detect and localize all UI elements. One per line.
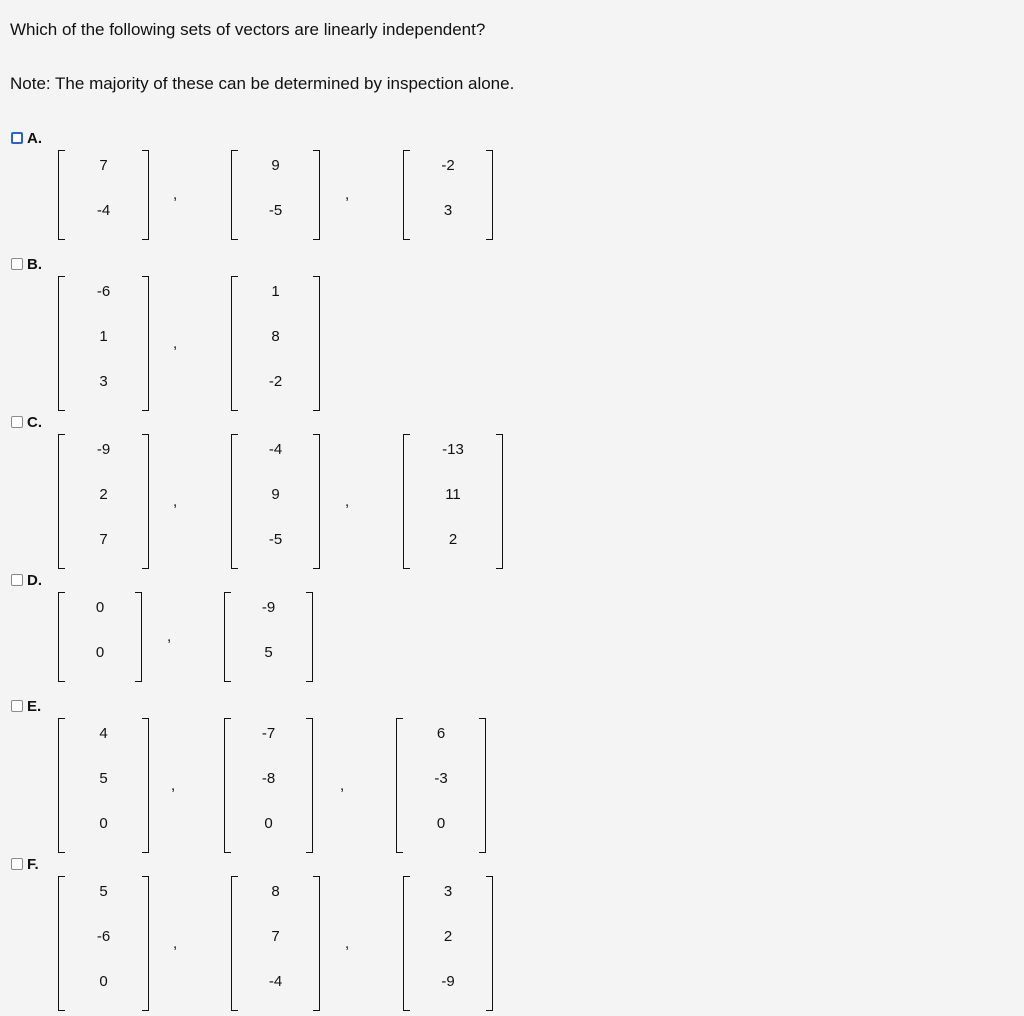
column-vector	[224, 592, 313, 682]
option-letter: B.	[27, 255, 42, 273]
question-text: Which of the following sets of vectors are linearly independent?	[10, 20, 486, 39]
vector-entry: 3	[99, 373, 108, 390]
vector-entry: -5	[268, 531, 283, 548]
vector-entry: -6	[96, 283, 111, 300]
column-vector	[403, 434, 503, 569]
vector-entry: 2	[99, 486, 108, 503]
option-checkbox[interactable]	[11, 700, 23, 712]
vector-entry: 11	[445, 486, 461, 503]
column-vector	[231, 876, 320, 1011]
column-vector	[231, 434, 320, 569]
vector-entry: -7	[261, 725, 276, 742]
vector-separator: ,	[345, 492, 350, 510]
vector-entry: 0	[99, 815, 108, 832]
vector-entry: -2	[268, 373, 283, 390]
vector-separator: ,	[345, 934, 350, 952]
vector-entry: 5	[99, 883, 108, 900]
option-checkbox[interactable]	[11, 858, 23, 870]
vector-entry: -4	[268, 441, 283, 458]
option-header[interactable]	[11, 128, 42, 148]
column-vector	[58, 718, 149, 853]
vector-entry: -9	[261, 599, 276, 616]
vector-entry: 5	[99, 770, 108, 787]
option-letter: C.	[27, 413, 42, 431]
vector-entry: 2	[443, 928, 453, 945]
option-header[interactable]	[11, 570, 42, 590]
vector-separator: ,	[173, 934, 178, 952]
vector-entry: 8	[271, 883, 280, 900]
vector-entry: 0	[95, 599, 105, 616]
column-vector	[224, 718, 313, 853]
vector-entry: -8	[261, 770, 276, 787]
vector-separator: ,	[345, 186, 350, 203]
vector-separator: ,	[173, 492, 178, 510]
vector-entry: -9	[96, 441, 111, 458]
option-letter: A.	[27, 129, 42, 147]
vector-entry: 3	[443, 202, 453, 219]
column-vector	[231, 150, 320, 240]
option-letter: D.	[27, 571, 42, 589]
option-letter: F.	[27, 855, 39, 873]
vector-separator: ,	[173, 186, 178, 203]
vector-entry: 1	[99, 328, 108, 345]
vector-entry: 4	[99, 725, 108, 742]
option-header[interactable]	[11, 854, 39, 874]
option-checkbox[interactable]	[11, 258, 23, 270]
column-vector	[403, 150, 493, 240]
vector-entry: -5	[268, 202, 283, 219]
vector-entry: 0	[99, 973, 108, 990]
vector-entry: 7	[271, 928, 280, 945]
note-text: Note: The majority of these can be determined by inspection alone.	[10, 74, 515, 93]
vector-entry: 1	[271, 283, 280, 300]
option-checkbox[interactable]	[11, 574, 23, 586]
vector-separator: ,	[167, 628, 172, 645]
vector-entry: -2	[441, 157, 455, 174]
option-checkbox[interactable]	[11, 416, 23, 428]
vector-entry: -3	[434, 770, 448, 787]
vector-entry: 5	[264, 644, 273, 661]
vector-entry: 3	[443, 883, 453, 900]
option-header[interactable]	[11, 696, 41, 716]
column-vector	[58, 434, 149, 569]
vector-entry: 0	[264, 815, 273, 832]
vector-entry: 7	[99, 157, 108, 174]
vector-separator: ,	[171, 776, 176, 794]
vector-entry: 0	[95, 644, 105, 661]
column-vector	[403, 876, 493, 1011]
column-vector	[231, 276, 320, 411]
column-vector	[58, 150, 149, 240]
vector-separator: ,	[340, 776, 345, 794]
vector-entry: -6	[96, 928, 111, 945]
vector-entry: 8	[271, 328, 280, 345]
vector-entry: -13	[442, 441, 464, 458]
vector-entry: 6	[436, 725, 446, 742]
vector-entry: 2	[448, 531, 458, 548]
vector-entry: 7	[99, 531, 108, 548]
option-header[interactable]	[11, 254, 42, 274]
column-vector	[58, 276, 149, 411]
vector-entry: 9	[271, 486, 280, 503]
vector-entry: -9	[441, 973, 455, 990]
vector-entry: 0	[436, 815, 446, 832]
column-vector	[58, 592, 142, 682]
vector-entry: 9	[271, 157, 280, 174]
column-vector	[58, 876, 149, 1011]
vector-entry: -4	[96, 202, 111, 219]
option-checkbox[interactable]	[11, 132, 23, 144]
option-letter: E.	[27, 697, 42, 715]
option-header[interactable]	[11, 412, 42, 432]
vector-entry: -4	[268, 973, 283, 990]
vector-separator: ,	[173, 334, 178, 352]
column-vector	[396, 718, 486, 853]
